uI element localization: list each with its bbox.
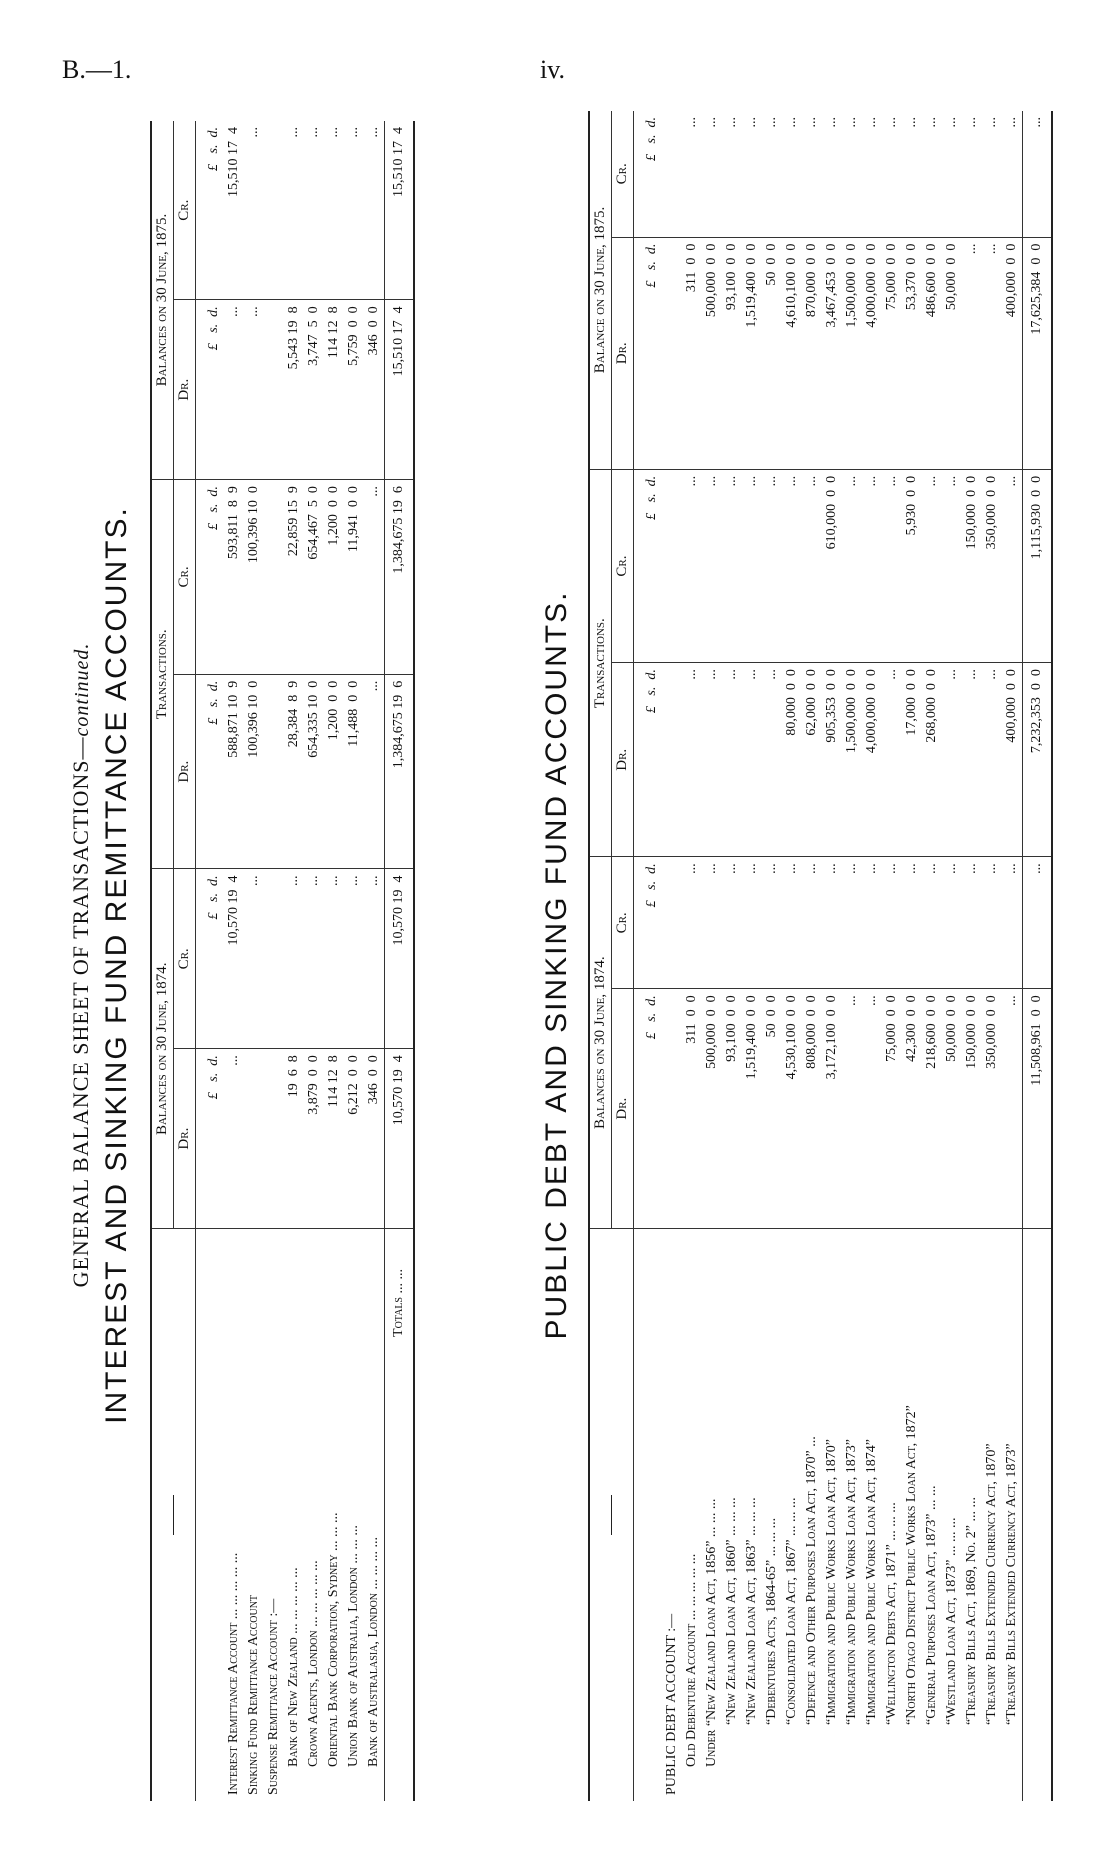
cell-b75dr: ... bbox=[244, 300, 264, 480]
cell-b74cr: ... bbox=[682, 857, 702, 989]
row-label-text: “Consolidated Loan Act, 1867” ... ... ... bbox=[784, 1497, 799, 1725]
units-cell: £ s. d. bbox=[196, 121, 225, 300]
total-b74dr: 11,508,961 0 0 bbox=[1023, 989, 1053, 1229]
cell-b75dr: 5,759 0 0 bbox=[344, 300, 364, 480]
total-b74cr: ... bbox=[1023, 857, 1053, 989]
row-label-text: “North Otago District Public Works Loan Act, 1872” bbox=[904, 1405, 919, 1725]
totals-label bbox=[1023, 1229, 1053, 1802]
header-cr: Cr. bbox=[612, 111, 634, 237]
cell-b74dr: 350,000 0 0 bbox=[982, 989, 1002, 1229]
cell-tdr: ... bbox=[682, 663, 702, 857]
total-b75dr: 15,510 17 4 bbox=[385, 300, 415, 480]
main-title-text: GENERAL BALANCE SHEET OF TRANSACTIONS— bbox=[68, 736, 93, 1288]
row-label-text: Union Bank of Australia, London ... ... ... bbox=[346, 1525, 361, 1767]
cell-tdr: ... bbox=[942, 663, 962, 857]
units-cell: £ s. d. bbox=[634, 857, 663, 989]
row-label-text: Bank of New Zealand ... ... ... ... ... bbox=[286, 1567, 301, 1767]
cell-b74cr: ... bbox=[344, 869, 364, 1049]
header-dr: Dr. bbox=[612, 237, 634, 469]
total-b75cr: ... bbox=[1023, 111, 1053, 237]
row-label-text: Suspense Remittance Account :— bbox=[266, 1598, 281, 1795]
cell-tcr: 5,930 0 0 bbox=[902, 469, 922, 662]
cell-b74dr: 3,879 0 0 bbox=[304, 1049, 324, 1229]
cell-b75dr: 93,100 0 0 bbox=[722, 237, 742, 469]
cell-b74dr: ... bbox=[842, 989, 862, 1229]
header-balances-1874: Balances on 30 June, 1874. bbox=[151, 869, 174, 1229]
header-dr: Dr. bbox=[612, 663, 634, 857]
total-b74cr: 10,570 19 4 bbox=[385, 869, 415, 1049]
cell-b74cr: ... bbox=[802, 857, 822, 989]
header-balances-1874: Balances on 30 June, 1874. bbox=[589, 857, 612, 1229]
cell-tdr: 11,488 0 0 bbox=[344, 674, 364, 869]
public-debt-table-body bbox=[634, 111, 1053, 1801]
table-row bbox=[662, 111, 682, 1801]
cell-tdr: 100,396 10 0 bbox=[244, 674, 264, 869]
cell-b74dr bbox=[662, 989, 682, 1229]
main-title-continued: continued. bbox=[71, 642, 93, 737]
cell-tdr: 1,200 0 0 bbox=[324, 674, 344, 869]
cell-b74dr: 50,000 0 0 bbox=[942, 989, 962, 1229]
cell-b75dr bbox=[662, 237, 682, 469]
cell-b75cr: ... bbox=[962, 111, 982, 237]
units-row-label bbox=[634, 1229, 663, 1802]
table-row bbox=[962, 111, 982, 1801]
titles-block bbox=[68, 105, 134, 1825]
total-tcr: 1,115,930 0 0 bbox=[1023, 469, 1053, 662]
cell-tcr: 610,000 0 0 bbox=[822, 469, 842, 662]
row-label bbox=[722, 1229, 742, 1802]
cell-tdr: 588,871 10 9 bbox=[224, 674, 244, 869]
row-label bbox=[802, 1229, 822, 1802]
row-label bbox=[304, 1229, 324, 1802]
cell-b74dr: 346 0 0 bbox=[364, 1049, 385, 1229]
interest-remittance-table bbox=[150, 121, 415, 1801]
cell-tcr: ... bbox=[722, 469, 742, 662]
units-row bbox=[634, 111, 663, 1801]
table-row bbox=[982, 111, 1002, 1801]
table-row bbox=[782, 111, 802, 1801]
cell-b75dr: 114 12 8 bbox=[324, 300, 344, 480]
row-label bbox=[762, 1229, 782, 1802]
cell-tdr: ... bbox=[762, 663, 782, 857]
units-cell: £ s. d. bbox=[634, 469, 663, 662]
cell-b74cr: ... bbox=[244, 869, 264, 1049]
header-balance-1875: Balance on 30 June, 1875. bbox=[589, 111, 612, 469]
row-label-text: “Immigration and Public Works Loan Act, 1873” bbox=[844, 1438, 859, 1725]
cell-tcr: 22,859 15 9 bbox=[284, 480, 304, 675]
row-label-text: PUBLIC DEBT ACCOUNT :— bbox=[664, 1613, 679, 1795]
main-title bbox=[68, 105, 94, 1825]
units-cell: £ s. d. bbox=[634, 989, 663, 1229]
row-label bbox=[244, 1229, 264, 1802]
cell-b74dr: 19 6 8 bbox=[284, 1049, 304, 1229]
table-row bbox=[702, 111, 722, 1801]
table-row bbox=[862, 111, 882, 1801]
table-row bbox=[284, 121, 304, 1801]
cell-b74cr: ... bbox=[962, 857, 982, 989]
cell-tcr: 350,000 0 0 bbox=[982, 469, 1002, 662]
cell-tdr: ... bbox=[364, 674, 385, 869]
cell-b75dr bbox=[264, 300, 284, 480]
cell-b75cr: ... bbox=[244, 121, 264, 300]
cell-b74dr: 808,000 0 0 bbox=[802, 989, 822, 1229]
cell-tcr: ... bbox=[1002, 469, 1023, 662]
row-label bbox=[344, 1229, 364, 1802]
cell-b74dr: 218,600 0 0 bbox=[922, 989, 942, 1229]
cell-tdr: ... bbox=[722, 663, 742, 857]
row-label-text: “Treasury Bills Extended Currency Act, 1870” bbox=[984, 1443, 999, 1725]
cell-b74dr: 6,212 0 0 bbox=[344, 1049, 364, 1229]
cell-tdr: 17,000 0 0 bbox=[902, 663, 922, 857]
header-balances-1875: Balances on 30 June, 1875. bbox=[151, 121, 174, 480]
units-cell: £ s. d. bbox=[634, 663, 663, 857]
cell-b74dr: 3,172,100 0 0 bbox=[822, 989, 842, 1229]
cell-b75dr: ... bbox=[982, 237, 1002, 469]
row-label-text: “Westland Loan Act, 1873” ... ... ... bbox=[944, 1517, 959, 1725]
table-row bbox=[722, 111, 742, 1801]
table-row bbox=[1002, 111, 1023, 1801]
header-dr: Dr. bbox=[174, 300, 196, 480]
header-cr: Cr. bbox=[174, 480, 196, 675]
cell-b75cr: ... bbox=[842, 111, 862, 237]
row-label bbox=[922, 1229, 942, 1802]
cell-b75cr bbox=[662, 111, 682, 237]
cell-b74dr bbox=[264, 1049, 284, 1229]
cell-tdr: ... bbox=[702, 663, 722, 857]
row-label bbox=[264, 1229, 284, 1802]
cell-b74dr bbox=[244, 1049, 264, 1229]
total-b75cr: 15,510 17 4 bbox=[385, 121, 415, 300]
cell-b74dr: 500,000 0 0 bbox=[702, 989, 722, 1229]
total-tcr: 1,384,675 19 6 bbox=[385, 480, 415, 675]
row-label bbox=[882, 1229, 902, 1802]
cell-b75dr: 1,500,000 0 0 bbox=[842, 237, 862, 469]
cell-b75cr: ... bbox=[802, 111, 822, 237]
row-label-text: “Wellington Debts Act, 1871” ... ... ... bbox=[884, 1502, 899, 1725]
cell-b74cr: ... bbox=[742, 857, 762, 989]
cell-tcr: ... bbox=[862, 469, 882, 662]
cell-b75dr: 50,000 0 0 bbox=[942, 237, 962, 469]
cell-b75dr: 500,000 0 0 bbox=[702, 237, 722, 469]
cell-b74dr: 311 0 0 bbox=[682, 989, 702, 1229]
cell-b74cr: ... bbox=[822, 857, 842, 989]
cell-tdr bbox=[662, 663, 682, 857]
cell-b75dr: 400,000 0 0 bbox=[1002, 237, 1023, 469]
cell-b74cr bbox=[264, 869, 284, 1049]
cell-b75cr: 15,510 17 4 bbox=[224, 121, 244, 300]
cell-tdr: 4,000,000 0 0 bbox=[862, 663, 882, 857]
cell-b75dr: 53,370 0 0 bbox=[902, 237, 922, 469]
cell-b75cr: ... bbox=[702, 111, 722, 237]
table-row bbox=[742, 111, 762, 1801]
cell-b74dr: 114 12 8 bbox=[324, 1049, 344, 1229]
cell-b75dr: 75,000 0 0 bbox=[882, 237, 902, 469]
cell-tcr: 150,000 0 0 bbox=[962, 469, 982, 662]
cell-b74cr: ... bbox=[702, 857, 722, 989]
cell-b74dr: 50 0 0 bbox=[762, 989, 782, 1229]
table-row bbox=[224, 121, 244, 1801]
cell-b74dr: 42,300 0 0 bbox=[902, 989, 922, 1229]
units-cell: £ s. d. bbox=[196, 674, 225, 869]
total-tdr: 7,232,353 0 0 bbox=[1023, 663, 1053, 857]
cell-b74dr: ... bbox=[1002, 989, 1023, 1229]
row-label-text: “General Purposes Loan Act, 1873” ... ... bbox=[924, 1485, 939, 1725]
row-label-text: Bank of Australasia, London ... ... ... ... bbox=[366, 1536, 381, 1767]
cell-b75cr: ... bbox=[822, 111, 842, 237]
table-row bbox=[842, 111, 862, 1801]
units-cell: £ s. d. bbox=[196, 480, 225, 675]
header-cr: Cr. bbox=[612, 857, 634, 989]
row-label-text: Interest Remittance Account ... ... ... ... ... bbox=[226, 1552, 241, 1795]
table-row bbox=[304, 121, 324, 1801]
cell-tcr: ... bbox=[702, 469, 722, 662]
row-label-text: “Immigration and Public Works Loan Act, 1870” bbox=[824, 1438, 839, 1725]
cell-b75dr: 486,600 0 0 bbox=[922, 237, 942, 469]
header-cr: Cr. bbox=[174, 869, 196, 1049]
cell-b74cr: ... bbox=[842, 857, 862, 989]
cell-b75cr: ... bbox=[942, 111, 962, 237]
cell-b75dr: 50 0 0 bbox=[762, 237, 782, 469]
cell-b75dr: 1,519,400 0 0 bbox=[742, 237, 762, 469]
row-label bbox=[822, 1229, 842, 1802]
rotated-landscape-content bbox=[20, 105, 1090, 1825]
cell-b74cr: ... bbox=[364, 869, 385, 1049]
table-row bbox=[942, 111, 962, 1801]
cell-b75cr: ... bbox=[304, 121, 324, 300]
row-label bbox=[842, 1229, 862, 1802]
row-label-text: “Debentures Acts, 1864-65” ... ... ... bbox=[764, 1517, 779, 1725]
row-label bbox=[782, 1229, 802, 1802]
cell-tcr bbox=[662, 469, 682, 662]
cell-b75dr: 4,000,000 0 0 bbox=[862, 237, 882, 469]
cell-b75dr: ... bbox=[962, 237, 982, 469]
cell-tcr: ... bbox=[762, 469, 782, 662]
row-label-text: Under “New Zealand Loan Act, 1856” ... ... ... bbox=[704, 1498, 719, 1767]
cell-b75cr: ... bbox=[722, 111, 742, 237]
row-label bbox=[962, 1229, 982, 1802]
cell-b75cr: ... bbox=[782, 111, 802, 237]
cell-b75cr: ... bbox=[742, 111, 762, 237]
row-label-text: “Defence and Other Purposes Loan Act, 1870” ... bbox=[804, 1436, 819, 1725]
cell-tdr: 62,000 0 0 bbox=[802, 663, 822, 857]
cell-tcr: ... bbox=[782, 469, 802, 662]
cell-b75dr: 311 0 0 bbox=[682, 237, 702, 469]
cell-tdr: 28,384 8 9 bbox=[284, 674, 304, 869]
cell-tcr: ... bbox=[682, 469, 702, 662]
row-label-text: Crown Agents, London ... ... ... ... ... bbox=[306, 1560, 321, 1767]
cell-b74cr: ... bbox=[722, 857, 742, 989]
cell-b75cr: ... bbox=[882, 111, 902, 237]
cell-b75cr: ... bbox=[862, 111, 882, 237]
cell-b75cr: ... bbox=[364, 121, 385, 300]
table-row bbox=[244, 121, 264, 1801]
cell-b75cr: ... bbox=[982, 111, 1002, 237]
row-label bbox=[942, 1229, 962, 1802]
cell-tcr: 654,467 5 0 bbox=[304, 480, 324, 675]
cell-b74dr: 93,100 0 0 bbox=[722, 989, 742, 1229]
cell-tcr bbox=[264, 480, 284, 675]
cell-tdr: 400,000 0 0 bbox=[1002, 663, 1023, 857]
cell-tcr: 1,200 0 0 bbox=[324, 480, 344, 675]
header-dr: Dr. bbox=[174, 1049, 196, 1229]
cell-b75dr: 346 0 0 bbox=[364, 300, 385, 480]
table-row bbox=[822, 111, 842, 1801]
totals-label: Totals ... ... bbox=[385, 1229, 415, 1802]
table-row bbox=[344, 121, 364, 1801]
cell-b75dr: 3,467,453 0 0 bbox=[822, 237, 842, 469]
cell-tcr: ... bbox=[842, 469, 862, 662]
row-label bbox=[662, 1229, 682, 1802]
public-debt-section-title: PUBLIC DEBT AND SINKING FUND ACCOUNTS. bbox=[540, 590, 573, 1340]
header-cr: Cr. bbox=[612, 469, 634, 662]
table-row bbox=[902, 111, 922, 1801]
cell-tdr: 80,000 0 0 bbox=[782, 663, 802, 857]
row-label-text: “Treasury Bills Extended Currency Act, 1873” bbox=[1004, 1443, 1019, 1725]
cell-tcr: ... bbox=[942, 469, 962, 662]
row-label bbox=[284, 1229, 304, 1802]
cell-b74cr: ... bbox=[922, 857, 942, 989]
table-row bbox=[682, 111, 702, 1801]
totals-row bbox=[1023, 111, 1053, 1801]
interest-table-body bbox=[196, 121, 415, 1801]
cell-b75dr: ... bbox=[224, 300, 244, 480]
row-label bbox=[682, 1229, 702, 1802]
row-label bbox=[902, 1229, 922, 1802]
cell-b74cr: ... bbox=[1002, 857, 1023, 989]
table-row bbox=[802, 111, 822, 1801]
cell-b75dr: 4,610,100 0 0 bbox=[782, 237, 802, 469]
row-label bbox=[702, 1229, 722, 1802]
row-label bbox=[862, 1229, 882, 1802]
cell-tdr: ... bbox=[982, 663, 1002, 857]
cell-tdr: 268,000 0 0 bbox=[922, 663, 942, 857]
cell-tcr: ... bbox=[364, 480, 385, 675]
units-cell: £ s. d. bbox=[196, 300, 225, 480]
table-row bbox=[882, 111, 902, 1801]
cell-b75cr: ... bbox=[762, 111, 782, 237]
cell-b75cr bbox=[264, 121, 284, 300]
cell-tdr: ... bbox=[882, 663, 902, 857]
units-cell: £ s. d. bbox=[634, 237, 663, 469]
cell-b74cr: ... bbox=[782, 857, 802, 989]
cell-tcr: 100,396 10 0 bbox=[244, 480, 264, 675]
row-label-text: “New Zealand Loan Act, 1863” ... ... ... bbox=[744, 1497, 759, 1725]
description-header bbox=[151, 1229, 196, 1802]
cell-b74dr: 4,530,100 0 0 bbox=[782, 989, 802, 1229]
cell-tcr: ... bbox=[802, 469, 822, 662]
units-cell: £ s. d. bbox=[196, 869, 225, 1049]
cell-tdr: ... bbox=[962, 663, 982, 857]
cell-b74dr: 1,519,400 0 0 bbox=[742, 989, 762, 1229]
table-row bbox=[762, 111, 782, 1801]
cell-b75dr: 3,747 5 0 bbox=[304, 300, 324, 480]
header-transactions: Transactions. bbox=[151, 480, 174, 869]
cell-b75cr: ... bbox=[324, 121, 344, 300]
cell-b75cr: ... bbox=[682, 111, 702, 237]
cell-tdr: ... bbox=[742, 663, 762, 857]
interest-section-title: INTEREST AND SINKING FUND REMITTANCE ACCOUNTS. bbox=[100, 506, 133, 1424]
row-label bbox=[1002, 1229, 1023, 1802]
cell-b75cr: ... bbox=[344, 121, 364, 300]
cell-b74dr: ... bbox=[862, 989, 882, 1229]
row-label-text: “New Zealand Loan Act, 1860” ... ... ... bbox=[724, 1497, 739, 1725]
cell-b74cr: ... bbox=[942, 857, 962, 989]
cell-tcr: ... bbox=[922, 469, 942, 662]
units-row bbox=[196, 121, 225, 1801]
header-dr: Dr. bbox=[174, 674, 196, 869]
row-label bbox=[324, 1229, 344, 1802]
row-label-text: Oriental Bank Corporation, Sydney ... ... ... bbox=[326, 1512, 341, 1767]
cell-tdr: 654,335 10 0 bbox=[304, 674, 324, 869]
row-label-text: Old Debenture Account ... ... ... ... ... bbox=[684, 1553, 699, 1767]
cell-b75cr: ... bbox=[922, 111, 942, 237]
cell-b74cr: ... bbox=[862, 857, 882, 989]
cell-b75cr: ... bbox=[1002, 111, 1023, 237]
cell-b75dr: 5,543 19 8 bbox=[284, 300, 304, 480]
cell-b74cr: ... bbox=[982, 857, 1002, 989]
total-b75dr: 17,625,384 0 0 bbox=[1023, 237, 1053, 469]
page-label-left: B.—1. bbox=[62, 55, 132, 84]
total-b74dr: 10,570 19 4 bbox=[385, 1049, 415, 1229]
cell-b74cr: ... bbox=[284, 869, 304, 1049]
table-row bbox=[922, 111, 942, 1801]
cell-tdr: 905,353 0 0 bbox=[822, 663, 842, 857]
row-label-text: Sinking Fund Remittance Account bbox=[246, 1594, 261, 1795]
header-cr: Cr. bbox=[174, 121, 196, 300]
cell-b74cr: ... bbox=[304, 869, 324, 1049]
cell-b74cr: ... bbox=[324, 869, 344, 1049]
cell-b75cr: ... bbox=[284, 121, 304, 300]
totals-row bbox=[385, 121, 415, 1801]
units-cell: £ s. d. bbox=[196, 1049, 225, 1229]
cell-tdr bbox=[264, 674, 284, 869]
page-label-right: iv. bbox=[540, 55, 566, 84]
cell-tcr: 11,941 0 0 bbox=[344, 480, 364, 675]
cell-b74cr bbox=[662, 857, 682, 989]
cell-tcr: ... bbox=[742, 469, 762, 662]
cell-b74cr: 10,570 19 4 bbox=[224, 869, 244, 1049]
cell-tcr: ... bbox=[882, 469, 902, 662]
row-label bbox=[742, 1229, 762, 1802]
cell-tcr: 593,811 8 9 bbox=[224, 480, 244, 675]
cell-b75cr: ... bbox=[902, 111, 922, 237]
units-cell: £ s. d. bbox=[634, 111, 663, 237]
row-label bbox=[224, 1229, 244, 1802]
units-row-label bbox=[196, 1229, 225, 1802]
cell-b74cr: ... bbox=[882, 857, 902, 989]
total-tdr: 1,384,675 19 6 bbox=[385, 674, 415, 869]
cell-b74cr: ... bbox=[762, 857, 782, 989]
header-transactions: Transactions. bbox=[589, 469, 612, 856]
table-row bbox=[324, 121, 344, 1801]
table-row bbox=[264, 121, 284, 1801]
description-header bbox=[589, 1229, 634, 1802]
cell-b74dr: 75,000 0 0 bbox=[882, 989, 902, 1229]
cell-b74dr: ... bbox=[224, 1049, 244, 1229]
row-label-text: “Immigration and Public Works Loan Act, 1874” bbox=[864, 1438, 879, 1725]
cell-b74dr: 150,000 0 0 bbox=[962, 989, 982, 1229]
row-label-text: “Treasury Bills Act, 1869, No. 2” ... ... bbox=[964, 1497, 979, 1725]
cell-tdr: 1,500,000 0 0 bbox=[842, 663, 862, 857]
cell-b75dr: 870,000 0 0 bbox=[802, 237, 822, 469]
row-label bbox=[364, 1229, 385, 1802]
cell-b74cr: ... bbox=[902, 857, 922, 989]
header-dr: Dr. bbox=[612, 989, 634, 1229]
row-label bbox=[982, 1229, 1002, 1802]
public-debt-table bbox=[588, 111, 1053, 1801]
table-row bbox=[364, 121, 385, 1801]
